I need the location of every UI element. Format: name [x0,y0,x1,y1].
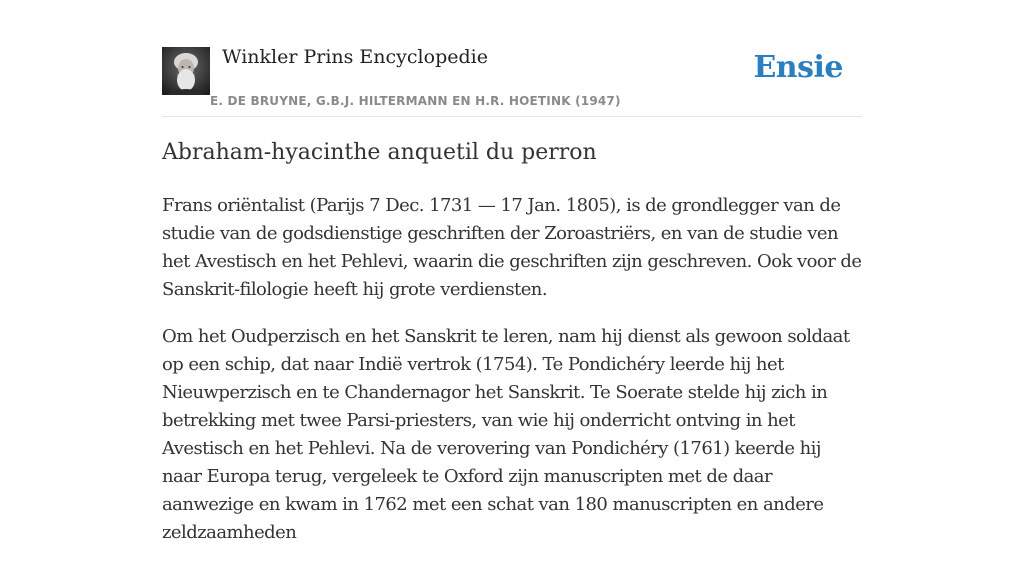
article-body [162,192,862,566]
ensie-logo[interactable]: Ensie [753,50,843,85]
source-authors: E. DE BRUYNE, G.B.J. HILTERMANN EN H.R. HOETINK (1947) [210,94,621,108]
source-header [162,0,862,117]
source-title[interactable]: Winkler Prins Encyclopedie [222,46,488,68]
author-avatar-icon[interactable] [162,47,210,95]
article-paragraph: Om het Oudperzisch en het Sanskrit te leren, nam hij dienst als gewoon soldaat op een schip, dat naar Indië vertrok (1754). Te Pondichéry leerde hij het Nieuwperzisch en te Chandernagor het Sanskrit. Te Soerate stelde hij zich in betrekking met twee Parsi-priesters, van wie hij onderricht ontving in het Avestisch en het Pehlevi. Na de verovering van Pondichéry (1761) keerde hij naar Europa terug, vergeleek te Oxford zijn manuscripten met de daar aanwezige en kwam in 1762 met een schat van 180 manuscripten en andere zeldzaamheden [162,326,850,543]
article-paragraph: Frans oriëntalist (Parijs 7 Dec. 1731 — 17 Jan. 1805), is de grondlegger van de studie van de godsdienstige geschriften der Zoroastriërs, en van de studie ven het Avestisch en het Pehlevi, waarin die geschriften zijn geschreven. Ook voor de Sanskrit-filologie heeft hij grote verdiensten. [162,195,862,300]
article-title: Abraham-hyacinthe anquetil du perron [162,140,597,165]
content-container [162,0,862,543]
